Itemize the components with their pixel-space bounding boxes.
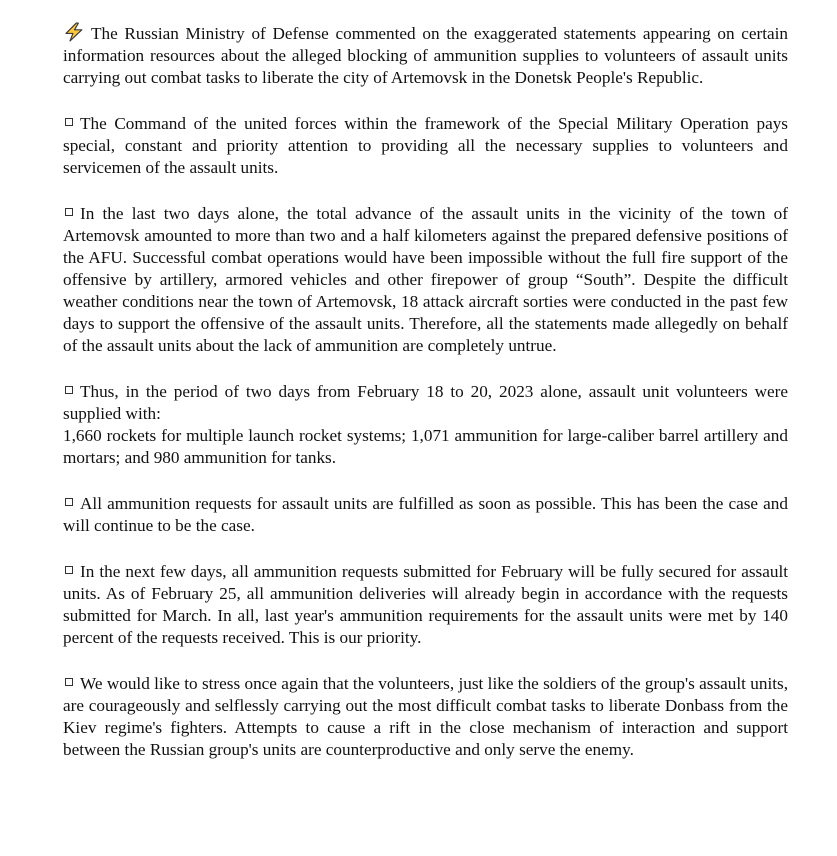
paragraph-supplies (63, 381, 788, 469)
white-square-bullet-icon (65, 566, 73, 574)
white-square-bullet-icon (65, 498, 73, 506)
white-square-bullet-icon (65, 386, 73, 394)
paragraph-requests-fulfilled (63, 493, 788, 537)
paragraph-intro (63, 22, 788, 89)
paragraph-volunteers-stress (63, 673, 788, 761)
lightning-bolt-icon (63, 22, 85, 42)
paragraph-february-requests (63, 561, 788, 649)
white-square-bullet-icon (65, 678, 73, 686)
paragraph-text: We would like to stress once again that the volunteers, just like the soldiers of the group's assault units, are courageously and selflessly carrying out the most difficult combat tasks to liberate Donbass from the Kiev regime's fighters. Attempts to cause a rift in the close mechanism of interaction and support between the Russian group's units are counterproductive and only serve the enemy. (63, 674, 788, 759)
paragraph-advance (63, 203, 788, 357)
supplies-list-text: 1,660 rockets for multiple launch rocket systems; 1,071 ammunition for large-caliber barrel artillery and mortars; and 980 ammunition for tanks. (63, 426, 788, 467)
white-square-bullet-icon (65, 208, 73, 216)
paragraph-command-priority (63, 113, 788, 179)
paragraph-text: Thus, in the period of two days from February 18 to 20, 2023 alone, assault unit volunteers were supplied with: (63, 382, 788, 423)
paragraph-text: The Command of the united forces within the framework of the Special Military Operation pays special, constant and priority attention to providing all the necessary supplies to volunteers and servicemen of the assault units. (63, 114, 788, 177)
paragraph-line (63, 381, 788, 425)
paragraph-text: In the last two days alone, the total advance of the assault units in the vicinity of the town of Artemovsk amounted to more than two and a half kilometers against the prepared defensive positions of the AFU. Successful combat operations would have been impossible without the full fire support of the offensive by artillery, armored vehicles and other firepower of group “South”. Despite the difficult weather conditions near the town of Artemovsk, 18 attack aircraft sorties were conducted in the past few days to support the offensive of the assault units. Therefore, all the statements made allegedly on behalf of the assault units about the lack of ammunition are completely untrue. (63, 204, 788, 355)
white-square-bullet-icon (65, 118, 73, 126)
paragraph-text: The Russian Ministry of Defense commented on the exaggerated statements appearing on certain information resources about the alleged blocking of ammunition supplies to volunteers of assault units carrying out combat tasks to liberate the city of Artemovsk in the Donetsk People's Republic. (63, 24, 788, 87)
paragraph-text: In the next few days, all ammunition requests submitted for February will be fully secured for assault units. As of February 25, all ammunition deliveries will already begin in accordance with the requests submitted for March. In all, last year's ammunition requirements for the assault units were met by 140 percent of the requests received. This is our priority. (63, 562, 788, 647)
paragraph-text: All ammunition requests for assault units are fulfilled as soon as possible. This has been the case and will continue to be the case. (63, 494, 788, 535)
document-body (63, 22, 788, 785)
